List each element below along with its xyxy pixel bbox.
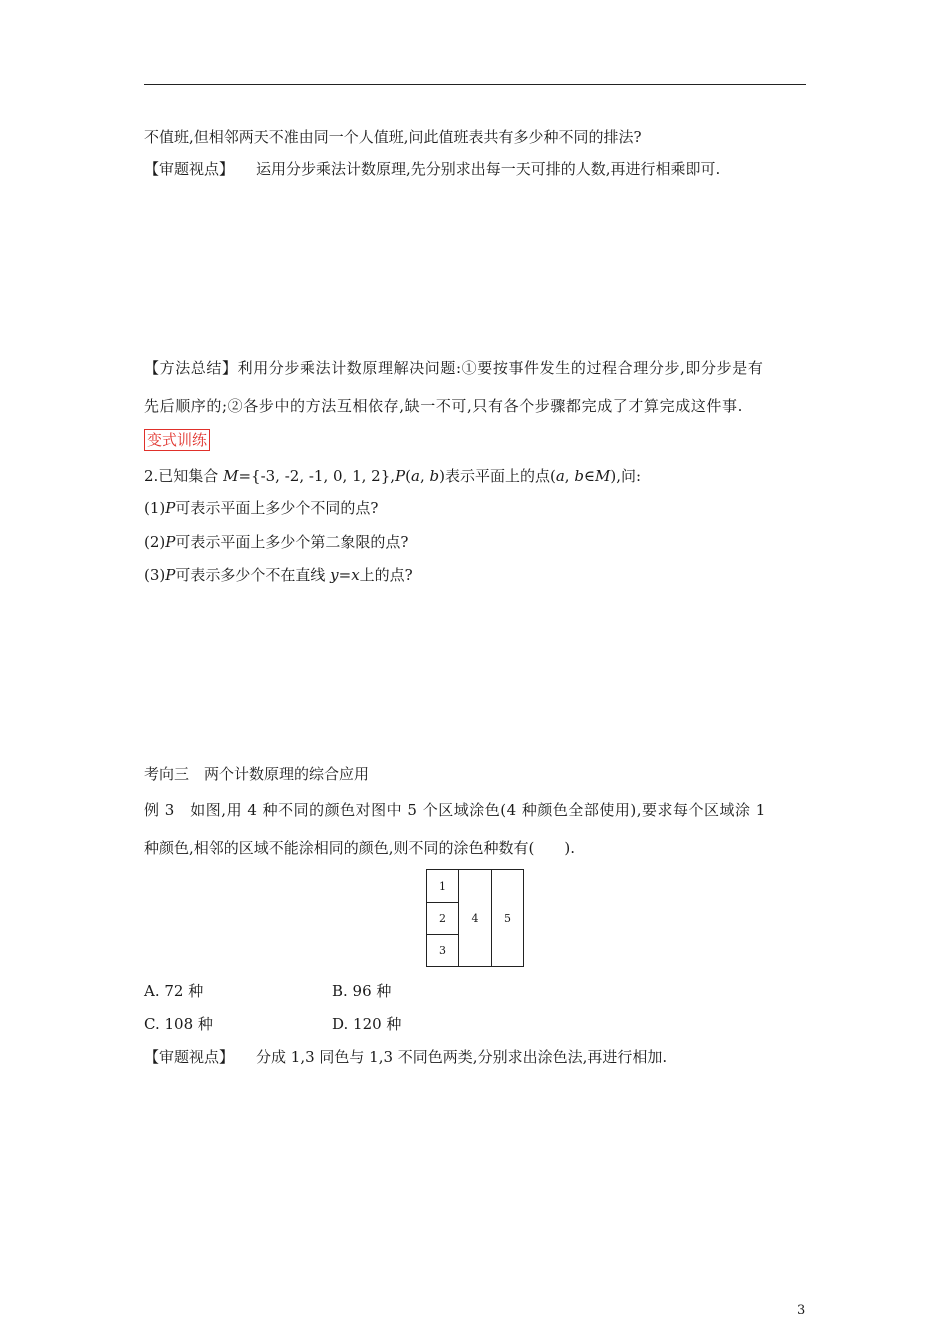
question-2-part-1	[144, 498, 378, 518]
q2-in: ∈	[583, 467, 596, 485]
region-3: 3	[426, 934, 459, 967]
q2-sub3-var: P	[165, 566, 176, 584]
q2-sub2-pre: (2)	[144, 533, 166, 551]
option-c: C. 108 种	[144, 1015, 213, 1033]
question-2-part-2	[144, 532, 408, 552]
region-4: 4	[458, 869, 492, 967]
review-text: 运用分步乘法计数原理,先分别求出每一天可排的人数,再进行相乘即可.	[256, 160, 721, 178]
q2-close: )表示平面上的点(	[439, 467, 556, 485]
q2-open: (	[405, 467, 411, 485]
q2-sub3-x: x	[351, 566, 360, 584]
option-d: D. 120 种	[332, 1015, 402, 1033]
q2-sub1-var: P	[165, 499, 176, 517]
q2-sub3-y: y	[330, 566, 339, 584]
q2-sub3-eq: =	[338, 566, 352, 584]
region-coloring-figure	[426, 869, 524, 967]
q2-sub2-var: P	[165, 533, 176, 551]
review-note-2	[144, 1047, 667, 1067]
q2-a: a	[410, 467, 420, 485]
q2-sub3-pre: (3)	[144, 566, 166, 584]
question-2-stem	[144, 466, 641, 486]
q2-set-body: ={-3, -2, -1, 0, 1, 2},	[238, 467, 396, 485]
review-note-1	[144, 159, 720, 179]
review-label: 【审题视点】	[144, 160, 235, 178]
review-label-2: 【审题视点】	[144, 1048, 235, 1066]
method-summary-line-1: 【方法总结】利用分步乘法计数原理解决问题:①要按事件发生的过程合理分步,即分步是有	[144, 359, 764, 377]
section-3-title: 考向三 两个计数原理的综合应用	[144, 765, 370, 783]
q2-point-var: P	[395, 467, 406, 485]
q2-tail: ),问:	[610, 467, 642, 485]
q2-sub1-text: 可表示平面上多少个不同的点?	[175, 499, 379, 517]
method-summary-line-2: 先后顺序的;②各步中的方法互相依存,缺一不可,只有各个步骤都完成了才算完成这件事.	[144, 397, 743, 415]
q2-sub3-tail: 上的点?	[359, 566, 413, 584]
region-2: 2	[426, 902, 459, 935]
q2-sub1-pre: (1)	[144, 499, 166, 517]
q2-b: b	[429, 467, 440, 485]
example-3-line-1: 例 3 如图,用 4 种不同的颜色对图中 5 个区域涂色(4 种颜色全部使用),要求每个区域涂 1	[144, 801, 766, 819]
question-2-part-3	[144, 565, 413, 585]
region-5: 5	[491, 869, 524, 967]
q2-comma2: ,	[564, 467, 575, 485]
q2-a2: a	[555, 467, 565, 485]
variant-training-tag: 变式训练	[144, 429, 210, 451]
page-number: 3	[797, 1303, 806, 1318]
q2-set-var2: M	[595, 467, 611, 485]
q2-set-var: M	[223, 467, 239, 485]
q2-prefix: 2.已知集合	[144, 467, 224, 485]
example-3-line-2: 种颜色,相邻的区域不能涂相同的颜色,则不同的涂色种数有( ).	[144, 839, 576, 857]
q2-b2: b	[574, 467, 584, 485]
option-b: B. 96 种	[332, 982, 392, 1000]
region-1: 1	[426, 869, 459, 903]
review-text-2: 分成 1,3 同色与 1,3 不同色两类,分别求出涂色法,再进行相加.	[256, 1048, 668, 1066]
q2-sub3-text: 可表示多少个不在直线	[175, 566, 331, 584]
q2-comma: ,	[419, 467, 430, 485]
q2-sub2-text: 可表示平面上多少个第二象限的点?	[175, 533, 409, 551]
option-a: A. 72 种	[144, 982, 204, 1000]
continued-question: 不值班,但相邻两天不准由同一个人值班,问此值班表共有多少种不同的排法?	[144, 128, 642, 146]
header-rule	[144, 84, 806, 85]
